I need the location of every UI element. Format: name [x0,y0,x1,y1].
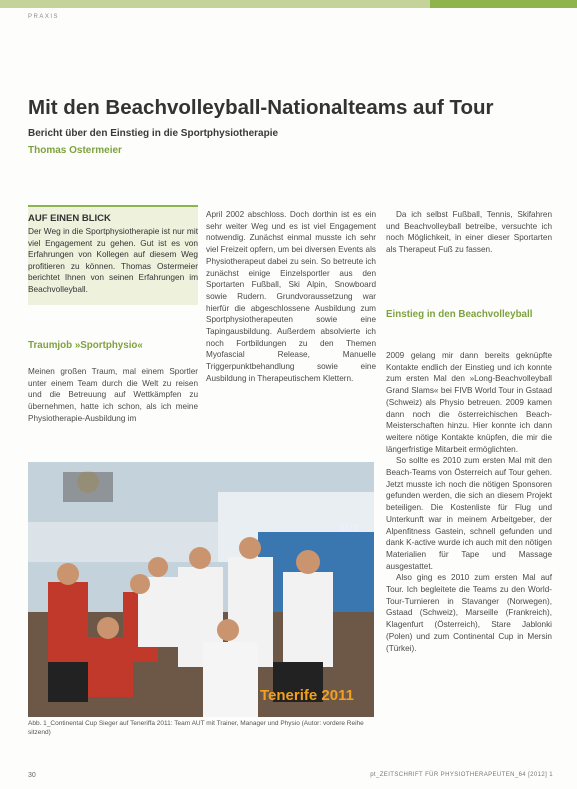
header-color-bar [0,0,577,8]
column-three-intro [386,209,552,256]
column-three-text: Da ich selbst Fußball, Tennis, Skifahren und Beachvolleyball betreibe, versuchte ich noch Möglichkeit, in einer dieser Sportarten als Therapeut Fuß zu fassen. [386,210,552,255]
einstieg-paragraph-2: So sollte es 2010 zum ersten Mal mit den Beach-Teams von Österreich auf Tour gehen. Jetzt musste ich noch die nötigen Sponsoren gefunden werden, die sich an diesem Projekt beteiligen. Die Kostenliste für Flug und Unterkunft war in meinem Arbeitgeber, der Alpenfitness Gastein, schnell gefunden und dank K-active wurde ich auch mit den nötigen Materialien für Tape und Massage ausgestattet. [386,456,552,571]
photo-caption: Abb. 1_Continental Cup Sieger auf Teneriffa 2011: Team AUT mit Trainer, Manager und Physio (Autor: vordere Reihe sitzend) [28,720,364,736]
einstieg-paragraph-1: 2009 gelang mir dann bereits geknüpfte Kontakte endlich der Einstieg und ich konnte zum ersten Mal den »Long-Beachvolleyball Grand Slams« bei FIVB World Tour in Gstaad (Schweiz) als Physio betreuen. 2009 kamen dann noch die österreichischen Beach-Meisterschaften hinzu. Hier konnte ich dann weitere nötige Kontakte knüpfen, die mir die längerfristige Mitarbeit ermöglichten. [386,351,552,454]
page-number: 30 [28,772,36,779]
header-bar-dark [430,0,577,8]
column-two [206,209,376,385]
traumjob-text: Meinen großen Traum, mal einem Sportler unter einem Team durch die Welt zu reisen und die Betreuung auf Wettkämpfen zu übernehmen, hatte ich schon, als ich meine Physiotherapie-Ausbildung im [28,367,198,423]
einstieg-paragraph-3: Also ging es 2010 zum ersten Mal auf Tour. Ich begleitete die Teams zu den World-Tour-Turnieren in Stavanger (Norwegen), Gstaad (Schweiz), Marseille (Frankreich), Klagenfurt (Österreich), Stare Jablonki (Polen) und zum Continental Cup in Mersin (Türkei). [386,573,552,653]
article-author: Thomas Ostermeier [28,145,122,156]
team-photo [28,462,374,717]
traumjob-paragraph [28,366,198,425]
einstieg-heading: Einstieg in den Beachvolleyball [386,309,533,320]
summary-heading: AUF EINEN BLICK [28,213,111,224]
photo-overlay-text: Tenerife 2011 [260,687,354,704]
article-subtitle: Bericht über den Einstieg in die Sportphysiotherapie [28,128,279,139]
einstieg-body [386,350,552,654]
article-title: Mit den Beachvolleyball-Nationalteams auf Tour [28,96,494,119]
column-two-text: April 2002 abschloss. Doch dorthin ist es ein sehr weiter Weg und es ist viel Engagement notwendig. Zunächst einmal musste ich sehr viel Freizeit opfern, um bei diversen Events als Physiotherapeut dabei zu sein. So betreute ich zunächst einige Einzelsportler aus den Sportarten Fußball, Ski Alpin, Snowboard sowie Rudern. Grundvoraussetzung war hierfür die abgeschlossene Ausbildung zum Sportphysiotherapeuten sowie eine Tapingausbildung. Außerdem absolvierte ich noch Fortbildungen zu den Themen Myofascial Release, Manuelle Triggerpunktbehandlung sowie eine Ausbildung in Therapeutischem Klettern. [206,210,376,383]
section-label: PRAXIS [28,14,60,20]
traumjob-heading: Traumjob »Sportphysio« [28,340,143,351]
summary-box [28,205,198,305]
journal-footer: pt_ZEITSCHRIFT FÜR PHYSIOTHERAPEUTEN_64 [2012] 1 [370,772,553,778]
photo-banner-text: AUT [338,524,359,535]
team-photo-illustration [28,462,374,717]
summary-text: Der Weg in die Sportphysiotherapie ist nur mit viel Engagement zu gehen. Gut ist es von Erfahrungen von Kollegen auf diesem Weg profitieren zu können. Thomas Ostermeier berichtet Ihnen von seinen Erfahrungen im Beachvolleyball. [28,226,198,294]
header-bar-light [0,0,430,8]
